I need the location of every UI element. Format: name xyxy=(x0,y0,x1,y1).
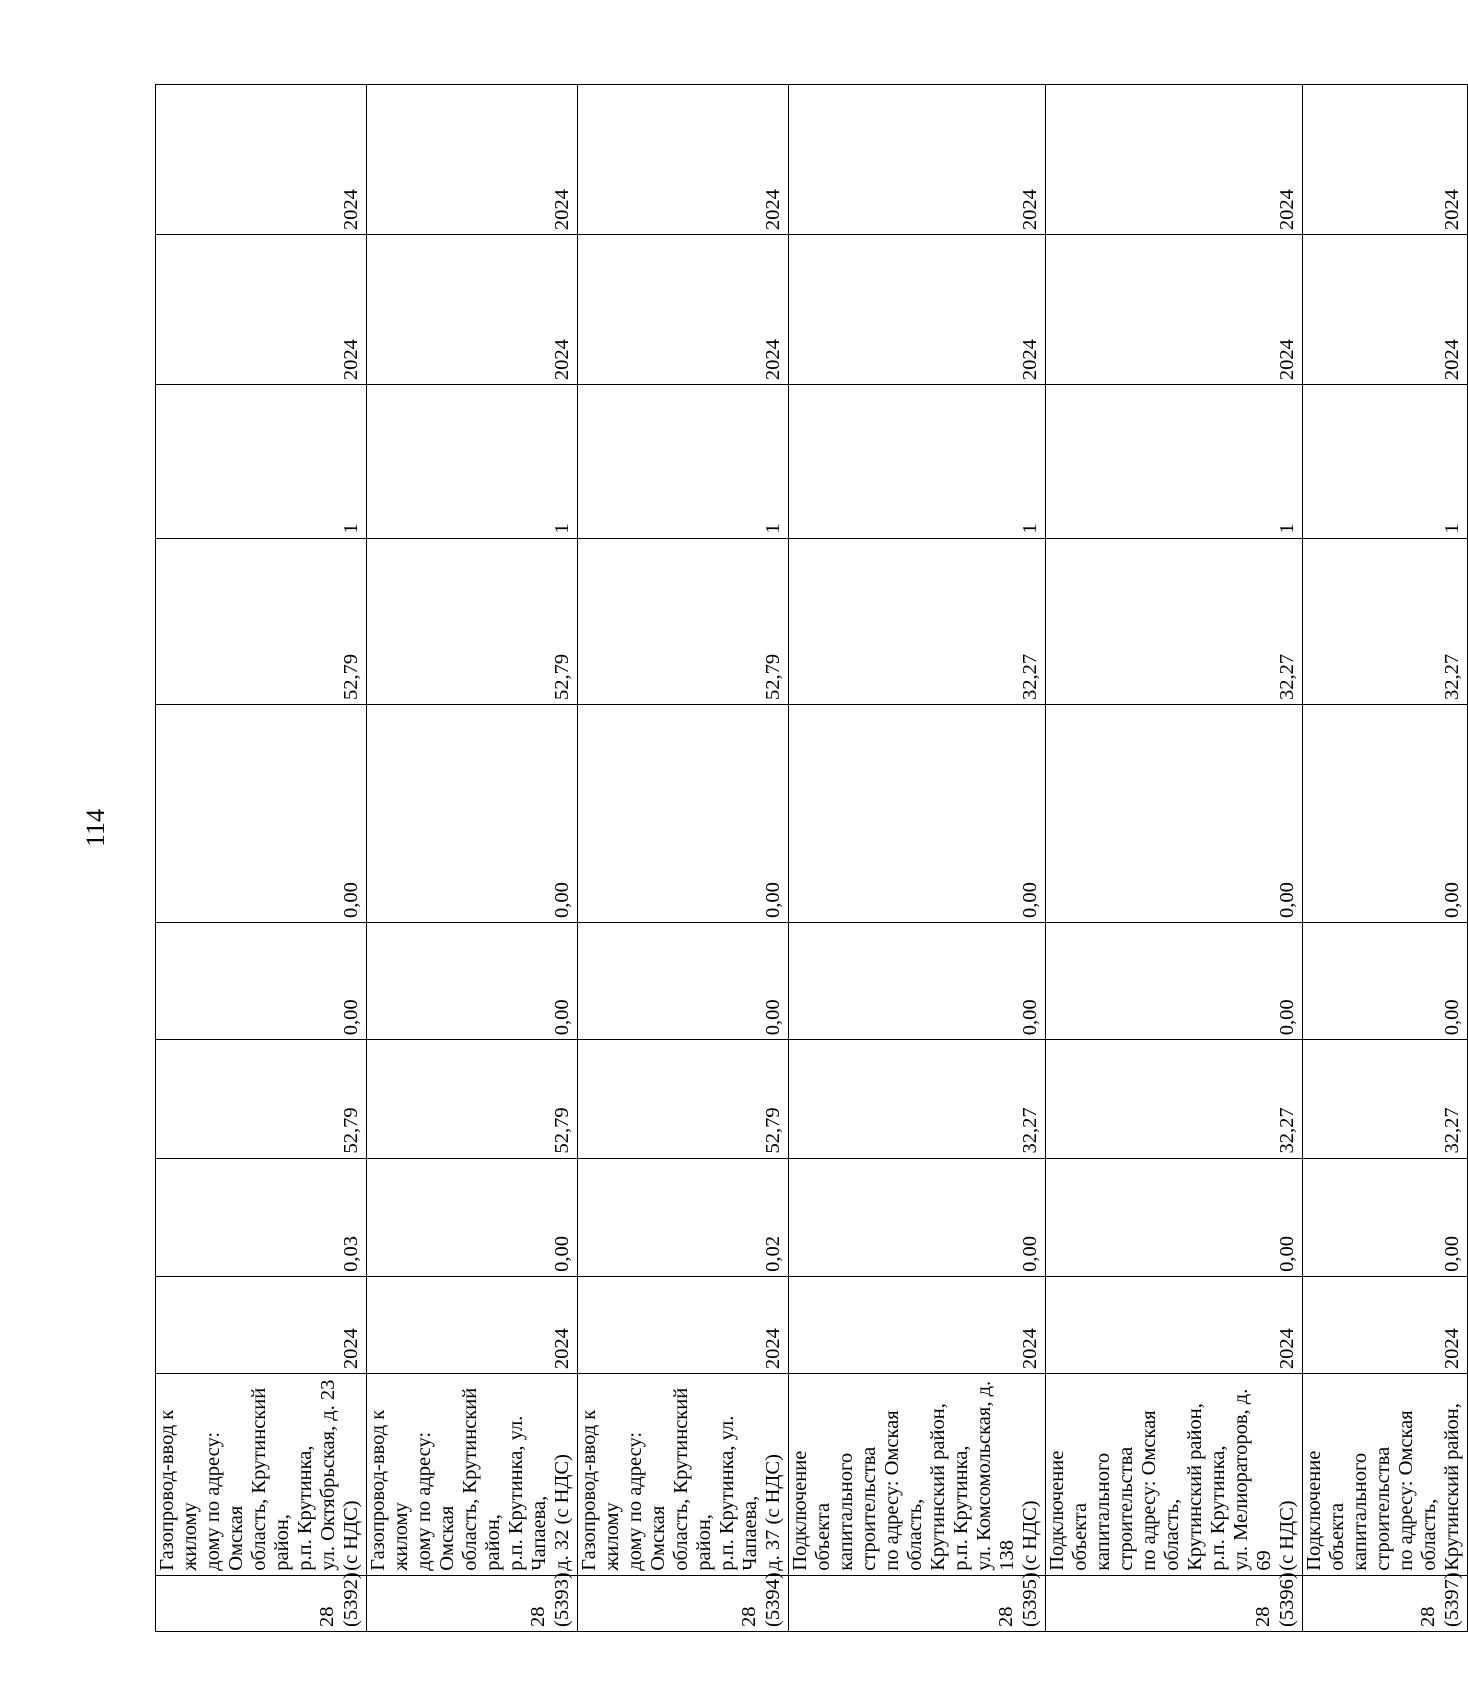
value-cell: 52,79 xyxy=(578,538,789,704)
year-cell: 2024 xyxy=(156,235,367,385)
value-cell: 52,79 xyxy=(578,1040,789,1158)
value-cell: 32,27 xyxy=(789,1040,1046,1158)
row-number: 28 (5394) xyxy=(578,1575,789,1631)
value-cell: 0,00 xyxy=(1303,923,1468,1040)
object-name: Подключение объекта капитального строительства по адресу: Омская область, Крутинский район, р.п. Крутинка, ул. Комсомольская, д. 138 (с НДС) xyxy=(789,1374,1046,1576)
value-cell: 32,27 xyxy=(1046,538,1303,704)
value-cell: 0,00 xyxy=(789,705,1046,923)
value-cell: 32,27 xyxy=(1303,1040,1468,1158)
year-cell: 2024 xyxy=(367,235,578,385)
object-name: Газопровод-ввод к жилому дому по адресу: Омская область, Крутинский район, р.п. Крутинка, ул. Октябрьская, д. 23 (с НДС) xyxy=(156,1374,367,1576)
value-cell: 0,00 xyxy=(789,923,1046,1040)
table-row xyxy=(156,85,367,1632)
year-cell: 2024 xyxy=(1303,85,1468,235)
page-number: 114 xyxy=(81,808,110,848)
rotated-table-wrapper xyxy=(155,84,1463,1632)
value-cell: 0,00 xyxy=(578,923,789,1040)
count-cell: 1 xyxy=(1303,385,1468,539)
value-cell: 0,00 xyxy=(1303,705,1468,923)
value-cell: 0,00 xyxy=(1046,705,1303,923)
row-number: 28 (5395) xyxy=(789,1575,1046,1631)
table-row xyxy=(367,85,578,1632)
year-start: 2024 xyxy=(578,1276,789,1373)
value-cell: 0,03 xyxy=(156,1158,367,1276)
value-cell: 32,27 xyxy=(1046,1040,1303,1158)
row-number: 28 (5397) xyxy=(1303,1575,1468,1631)
row-number: 28 (5393) xyxy=(367,1575,578,1631)
table-row xyxy=(1303,85,1468,1632)
value-cell: 0,00 xyxy=(367,1158,578,1276)
table-row xyxy=(789,85,1046,1632)
object-name: Подключение объекта капитального строительства по адресу: Омская область, Крутинский район, xyxy=(1303,1374,1468,1576)
count-cell: 1 xyxy=(578,385,789,539)
value-cell: 32,27 xyxy=(789,538,1046,704)
count-cell: 1 xyxy=(789,385,1046,539)
object-name: Газопровод-ввод к жилому дому по адресу: Омская область, Крутинский район, р.п. Крутинка, ул. Чапаева, д. 37 (с НДС) xyxy=(578,1374,789,1576)
year-cell: 2024 xyxy=(156,85,367,235)
value-cell: 52,79 xyxy=(367,1040,578,1158)
year-start: 2024 xyxy=(156,1276,367,1373)
object-name: Подключение объекта капитального строительства по адресу: Омская область, Крутинский район, р.п. Крутинка, ул. Мелиораторов, д. 69 (с НДС) xyxy=(1046,1374,1303,1576)
value-cell: 0,00 xyxy=(1046,923,1303,1040)
value-cell: 0,00 xyxy=(156,705,367,923)
year-cell: 2024 xyxy=(789,85,1046,235)
value-cell: 0,00 xyxy=(789,1158,1046,1276)
year-cell: 2024 xyxy=(1046,235,1303,385)
value-cell: 0,00 xyxy=(1046,1158,1303,1276)
value-cell: 0,00 xyxy=(578,705,789,923)
data-table xyxy=(155,84,1468,1632)
year-cell: 2024 xyxy=(789,235,1046,385)
row-number: 28 (5396) xyxy=(1046,1575,1303,1631)
value-cell: 0,00 xyxy=(1303,1158,1468,1276)
value-cell: 0,00 xyxy=(156,923,367,1040)
value-cell: 0,00 xyxy=(367,923,578,1040)
year-start: 2024 xyxy=(367,1276,578,1373)
table-row xyxy=(1046,85,1303,1632)
year-start: 2024 xyxy=(789,1276,1046,1373)
year-cell: 2024 xyxy=(367,85,578,235)
value-cell: 32,27 xyxy=(1303,538,1468,704)
value-cell: 0,00 xyxy=(367,705,578,923)
value-cell: 0,02 xyxy=(578,1158,789,1276)
count-cell: 1 xyxy=(156,385,367,539)
object-name: Газопровод-ввод к жилому дому по адресу: Омская область, Крутинский район, р.п. Крутинка, ул. Чапаева, д. 32 (с НДС) xyxy=(367,1374,578,1576)
year-start: 2024 xyxy=(1046,1276,1303,1373)
year-cell: 2024 xyxy=(1046,85,1303,235)
row-number: 28 (5392) xyxy=(156,1575,367,1631)
value-cell: 52,79 xyxy=(156,538,367,704)
table-row xyxy=(578,85,789,1632)
year-cell: 2024 xyxy=(1303,235,1468,385)
count-cell: 1 xyxy=(1046,385,1303,539)
year-cell: 2024 xyxy=(578,85,789,235)
count-cell: 1 xyxy=(367,385,578,539)
year-cell: 2024 xyxy=(578,235,789,385)
value-cell: 52,79 xyxy=(156,1040,367,1158)
year-start: 2024 xyxy=(1303,1276,1468,1373)
value-cell: 52,79 xyxy=(367,538,578,704)
